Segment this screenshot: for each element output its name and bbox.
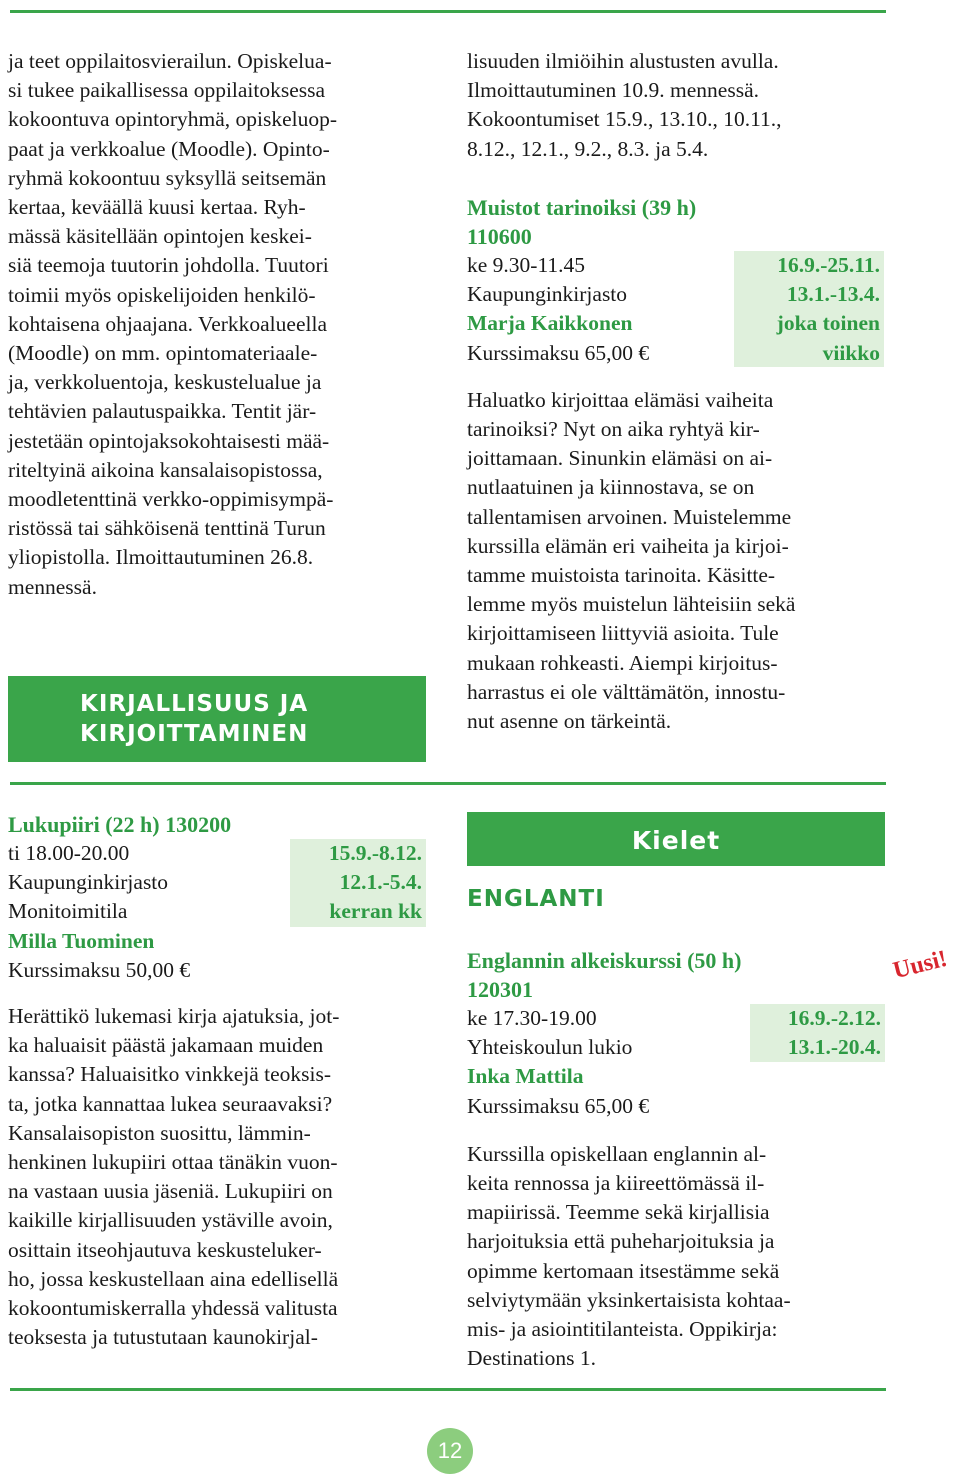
text-line: nut asenne on tärkeintä. [467, 709, 672, 734]
course-lukupiiri [8, 810, 426, 1352]
date-range: 12.1.-5.4. [339, 870, 422, 895]
text-line: tamme muistoista tarinoita. Käsitte- [467, 563, 776, 588]
text-line: kokoontuva opintoryhmä, opiskeluop- [8, 107, 338, 132]
text-line: mennessä. [8, 574, 97, 599]
text-line: Kurssilla opiskellaan englannin al- [467, 1141, 767, 1166]
date-box [750, 1004, 885, 1062]
text-line: paat ja verkkoalue (Moodle). Opinto- [8, 136, 330, 161]
frequency: kerran kk [329, 899, 422, 924]
text-line: kurssilla elämän eri vaiheita ja kirjoi- [467, 533, 789, 558]
text-line: keita rennossa ja kiireettömässä il- [467, 1171, 765, 1196]
course-teacher: Milla Tuominen [8, 928, 155, 953]
col1-top-text [8, 47, 426, 602]
text-line: harrastus ei ole välttämätön, innostu- [467, 679, 786, 704]
course-teacher: Marja Kaikkonen [467, 311, 633, 336]
frequency: joka toinen [776, 311, 880, 336]
text-line: Ilmoittautuminen 10.9. mennessä. [467, 78, 759, 103]
course-description [467, 386, 885, 736]
text-line: teoksesta ja tutustutaan kaunokirjal- [8, 1325, 318, 1350]
course-place: Kaupunginkirjasto [467, 282, 628, 307]
text-line: selviytymään yksinkertaisista kohtaa- [467, 1287, 791, 1312]
course-place: Yhteiskoulun lukio [467, 1035, 633, 1060]
text-line: kertaa, keväällä kuusi kertaa. Ryh- [8, 195, 306, 220]
text-line: ka haluaisit päästä jakamaan muiden [8, 1033, 324, 1058]
text-line: harjoituksia että puheharjoituksia ja [467, 1229, 775, 1254]
text-line: siä teemoja tuutorin johdolla. Tuutori [8, 253, 329, 278]
course-englanti [467, 946, 885, 1373]
text-line: Kokoontumiset 15.9., 13.10., 10.11., [467, 107, 782, 132]
text-line: ta, jotka kannattaa lukea seuraavaksi? [8, 1091, 333, 1116]
text-line: 8.12., 12.1., 9.2., 8.3. ja 5.4. [467, 136, 709, 161]
course-room: Monitoimitila [8, 899, 128, 924]
text-line: joittamaan. Sinunkin elämäsi on ai- [467, 446, 773, 471]
text-line: mis- ja asiointitilanteista. Oppikirja: [467, 1317, 778, 1342]
text-line: toimii myös opiskelijoiden henkilö- [8, 282, 316, 307]
text-line: osittain itseohjautuva keskusteluker- [8, 1237, 322, 1262]
course-muistot [467, 193, 885, 736]
new-badge: Uusi! [890, 945, 950, 985]
text-line: kirjoittamiseen liittyviä asioita. Tule [467, 621, 779, 646]
text-line: henkinen lukupiiri ottaa tänäkin vuon- [8, 1150, 338, 1175]
text-line: lisuuden ilmiöihin alustusten avulla. [467, 49, 779, 73]
course-title: Lukupiiri (22 h) 130200 [8, 812, 232, 837]
text-line: ryhmä kokoontuu syksyllä seitsemän [8, 165, 327, 190]
banner-line: KIRJALLISUUS JA [80, 691, 309, 717]
course-fee: Kurssimaksu 65,00 € [467, 1093, 650, 1118]
text-line: mapiirissä. Teemme sekä kirjallisia [467, 1200, 770, 1225]
text-line: ho, jossa keskustellaan aina edellisellä [8, 1266, 339, 1291]
course-info [8, 839, 426, 985]
course-description [8, 1002, 426, 1352]
course-description [467, 1140, 885, 1374]
course-fee: Kurssimaksu 65,00 € [467, 340, 650, 365]
section-banner-kielet [467, 812, 885, 866]
date-range: 13.1.-13.4. [786, 282, 880, 307]
course-code: 120301 [467, 977, 533, 1002]
text-line: ja, verkkoluentoja, keskustelualue ja [8, 370, 322, 395]
text-line: tarinoiksi? Nyt on aika ryhtyä kir- [467, 417, 760, 442]
text-line: yliopistolla. Ilmoittautuminen 26.8. [8, 545, 314, 570]
text-line: Kansalaisopiston suosittu, lämmin- [8, 1120, 311, 1145]
text-line: kohtaisena ohjaajana. Verkkoalueella [8, 311, 327, 336]
date-box [734, 251, 884, 367]
course-code: 110600 [467, 224, 532, 249]
text-line: na vastaan uusia jäseniä. Lukupiiri on [8, 1179, 333, 1204]
date-range: 13.1.-20.4. [787, 1035, 881, 1060]
text-line: riteltyinä aikoina kansalaisopistossa, [8, 457, 323, 482]
bottom-rule [10, 1388, 886, 1391]
text-line: jestetään opintojaksokohtaisesti mää- [8, 428, 330, 453]
date-range: 16.9.-2.12. [787, 1006, 881, 1030]
text-line: opimme kertomaan itsestämme sekä [467, 1258, 780, 1283]
text-line: (Moodle) on mm. opintomateriaale- [8, 341, 318, 366]
text-line: kaikille kirjallisuuden ystäville avoin, [8, 1208, 333, 1233]
text-line: ristössä tai sähköisenä tenttinä Turun [8, 516, 326, 541]
course-teacher: Inka Mattila [467, 1064, 584, 1089]
text-line: lemme myös muistelun lähteisiin sekä [467, 592, 796, 617]
text-line: Destinations 1. [467, 1346, 596, 1371]
middle-rule [10, 782, 886, 785]
course-title: Muistot tarinoiksi (39 h) [467, 195, 697, 220]
banner-label: Kielet [631, 826, 721, 855]
banner-line: KIRJOITTAMINEN [80, 721, 309, 747]
text-line: kokoontumiskerralla yhdessä valitusta [8, 1296, 338, 1321]
date-range: 15.9.-8.12. [328, 841, 422, 865]
text-line: mässä käsitellään opintojen keskei- [8, 224, 312, 249]
text-line: mukaan rohkeasti. Aiempi kirjoitus- [467, 650, 778, 675]
course-time: ke 9.30-11.45 [467, 253, 586, 277]
text-line: si tukee paikallisessa oppilaitoksessa [8, 78, 326, 103]
course-title: Englannin alkeiskurssi (50 h) [467, 948, 742, 973]
course-info [467, 1004, 885, 1121]
text-line: moodletenttinä verkko-oppimisympä- [8, 487, 334, 512]
section-banner-kirjallisuus [8, 676, 426, 762]
top-rule [10, 10, 886, 13]
course-place: Kaupunginkirjasto [8, 870, 169, 895]
course-time: ti 18.00-20.00 [8, 841, 130, 865]
text-line: ja teet oppilaitosvierailun. Opiskelua- [8, 49, 332, 73]
text-line: tallentamisen arvoinen. Muistelemme [467, 504, 792, 529]
text-line: kanssa? Haluaisitko vinkkejä teoksis- [8, 1062, 332, 1087]
course-info [467, 251, 885, 368]
section-heading-englanti: ENGLANTI [467, 886, 605, 912]
col2-top-text [467, 47, 885, 164]
text-line: Haluatko kirjoittaa elämäsi vaiheita [467, 387, 774, 412]
text-line: tehtävien palautuspaikka. Tentit jär- [8, 399, 317, 424]
text-line: nutlaatuinen ja kiinnostava, se on [467, 475, 755, 500]
date-box [290, 839, 426, 927]
course-time: ke 17.30-19.00 [467, 1006, 597, 1030]
page-number: 12 [427, 1428, 473, 1474]
text-line: Herättikö lukemasi kirja ajatuksia, jot- [8, 1004, 340, 1029]
course-fee: Kurssimaksu 50,00 € [8, 957, 191, 982]
date-range: 16.9.-25.11. [777, 253, 880, 277]
frequency: viikko [822, 340, 880, 365]
